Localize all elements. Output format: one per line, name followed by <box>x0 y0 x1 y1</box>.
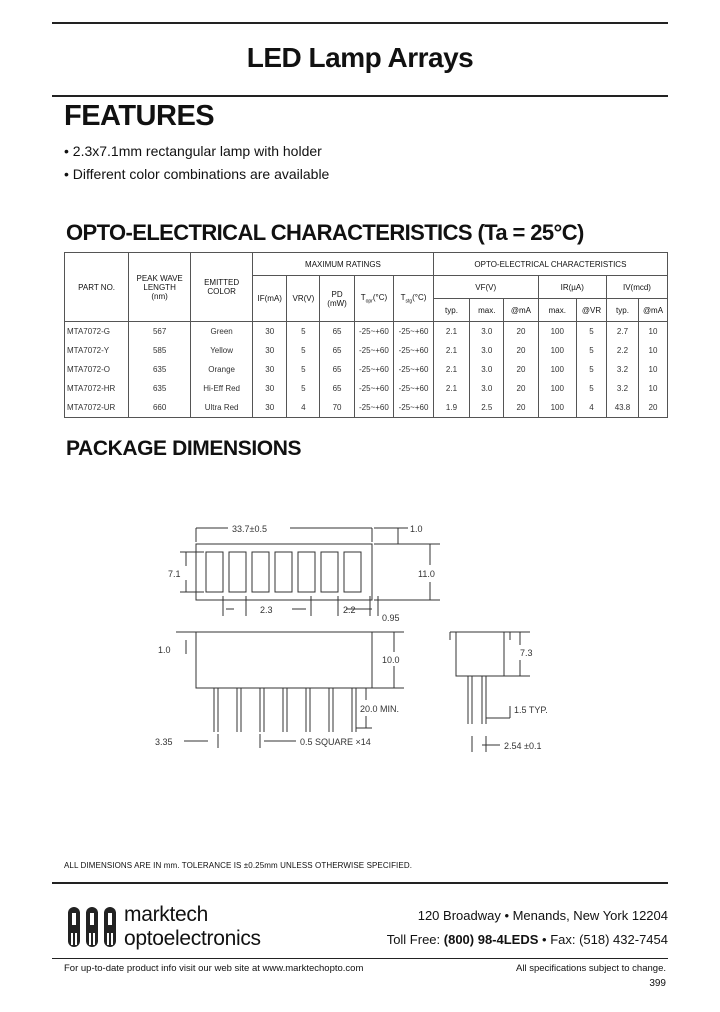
page-number: 399 <box>649 978 666 989</box>
cell-peak: 660 <box>129 398 191 418</box>
cell-if: 30 <box>253 398 287 418</box>
dim-pitch-1-label: 2.3 <box>260 605 273 615</box>
dim-height-left-label: 7.1 <box>168 569 181 579</box>
lamp-window <box>344 552 361 592</box>
cell-if: 30 <box>253 322 287 342</box>
cell-peak: 585 <box>129 341 191 360</box>
cell-vf-typ: 2.1 <box>433 379 469 398</box>
col-vr: VR(V) <box>287 276 320 322</box>
cell-vr: 4 <box>287 398 320 418</box>
cell-vf-max: 3.0 <box>470 360 504 379</box>
cell-vr: 5 <box>287 341 320 360</box>
col-if: IF(mA) <box>253 276 287 322</box>
col-emitted-color: EMITTED COLOR <box>191 253 253 322</box>
cell-vf-at: 20 <box>504 379 538 398</box>
cell-tstg: -25~+60 <box>394 322 434 342</box>
cell-iv-at: 20 <box>639 398 668 418</box>
feature-item: • 2.3x7.1mm rectangular lamp with holder <box>64 140 329 163</box>
cell-vf-at: 20 <box>504 360 538 379</box>
cell-topr: -25~+60 <box>354 360 394 379</box>
company-phone: Toll Free: (800) 98-4LEDS • Fax: (518) 432-7454 <box>386 932 668 947</box>
cell-topr: -25~+60 <box>354 398 394 418</box>
cell-if: 30 <box>253 341 287 360</box>
opto-heading: OPTO-ELECTRICAL CHARACTERISTICS (Ta = 25°C) <box>66 220 584 245</box>
cell-ir-at: 5 <box>577 360 607 379</box>
cell-color: Yellow <box>191 341 253 360</box>
group-opto: OPTO-ELECTRICAL CHARACTERISTICS <box>433 253 667 276</box>
cell-iv-typ: 2.2 <box>606 341 638 360</box>
cell-vf-at: 20 <box>504 322 538 342</box>
cell-iv-typ: 3.2 <box>606 379 638 398</box>
dim-square-label: 0.5 SQUARE ×14 <box>300 737 371 747</box>
cell-iv-typ: 43.8 <box>606 398 638 418</box>
cell-vr: 5 <box>287 379 320 398</box>
col-topr: $T_{opr}(^\circ C)$ <box>354 276 394 322</box>
col-vf-max: max. <box>470 299 504 322</box>
col-ir-max: max. <box>538 299 576 322</box>
cell-ir-at: 5 <box>577 341 607 360</box>
company-address: 120 Broadway • Menands, New York 12204 <box>417 908 668 923</box>
cell-topr: -25~+60 <box>354 379 394 398</box>
dim-side-pitch-label: 2.54 ±0.1 <box>504 741 542 751</box>
cell-peak: 635 <box>129 360 191 379</box>
lamp-window <box>206 552 223 592</box>
cell-color: Ultra Red <box>191 398 253 418</box>
brand-name: marktech <box>124 903 208 926</box>
cell-part: MTA7072-UR <box>65 398 129 418</box>
cell-ir-max: 100 <box>538 341 576 360</box>
cell-if: 30 <box>253 360 287 379</box>
cell-pd: 65 <box>320 379 354 398</box>
cell-part: MTA7072-O <box>65 360 129 379</box>
page-title: LED Lamp Arrays <box>246 42 474 73</box>
cell-ir-max: 100 <box>538 398 576 418</box>
website-note: For up-to-date product info visit our web site at www.marktechopto.com <box>64 963 364 974</box>
dimension-note: ALL DIMENSIONS ARE IN mm. TOLERANCE IS ±0.25mm UNLESS OTHERWISE SPECIFIED. <box>64 861 413 870</box>
cell-ir-max: 100 <box>538 379 576 398</box>
dim-pitch-2-label: 2.2 <box>343 605 356 615</box>
cell-iv-typ: 3.2 <box>606 360 638 379</box>
cell-vr: 5 <box>287 322 320 342</box>
col-ir-at: @VR <box>577 299 607 322</box>
col-ir: IR(µA) <box>538 276 606 299</box>
cell-iv-at: 10 <box>639 360 668 379</box>
cell-peak: 567 <box>129 322 191 342</box>
cell-vf-at: 20 <box>504 398 538 418</box>
cell-tstg: -25~+60 <box>394 398 434 418</box>
cell-vf-typ: 2.1 <box>433 322 469 342</box>
lamp-window <box>275 552 292 592</box>
cell-color: Green <box>191 322 253 342</box>
col-peak-wavelength: PEAK WAVE LENGTH (nm) <box>129 253 191 322</box>
package-heading: PACKAGE DIMENSIONS <box>66 437 302 460</box>
dim-height-right-label: 11.0 <box>418 569 435 579</box>
col-vf-typ: typ. <box>433 299 469 322</box>
bottom-rule <box>52 958 668 959</box>
dim-095-label: 0.95 <box>382 613 400 623</box>
cell-ir-at: 5 <box>577 322 607 342</box>
dim-side-height-label: 7.3 <box>520 648 533 658</box>
cell-iv-at: 10 <box>639 322 668 342</box>
cell-tstg: -25~+60 <box>394 379 434 398</box>
dim-top-label: 1.0 <box>410 524 423 534</box>
col-iv-typ: typ. <box>606 299 638 322</box>
dim-lead-label: 20.0 MIN. <box>360 704 400 714</box>
dim-width-label: 33.7±0.5 <box>232 524 267 534</box>
footer-rule <box>52 882 668 884</box>
group-max-ratings: MAXIMUM RATINGS <box>253 253 434 276</box>
cell-pd: 65 <box>320 341 354 360</box>
cell-iv-typ: 2.7 <box>606 322 638 342</box>
cell-vf-max: 3.0 <box>470 341 504 360</box>
cell-topr: -25~+60 <box>354 341 394 360</box>
lamp-window <box>321 552 338 592</box>
brand-subname: optoelectronics <box>124 927 261 950</box>
feature-item: • Different color combinations are available <box>64 163 329 186</box>
lamp-window <box>298 552 315 592</box>
side-body <box>456 632 504 676</box>
features-heading: FEATURES <box>64 100 215 132</box>
col-pd: PD (mW) <box>320 276 354 322</box>
cell-color: Orange <box>191 360 253 379</box>
cell-if: 30 <box>253 379 287 398</box>
cell-ir-max: 100 <box>538 360 576 379</box>
cell-pd: 70 <box>320 398 354 418</box>
cell-ir-at: 5 <box>577 379 607 398</box>
cell-part: MTA7072-G <box>65 322 129 342</box>
cell-part: MTA7072-HR <box>65 379 129 398</box>
lamp-window <box>229 552 246 592</box>
cell-vf-typ: 1.9 <box>433 398 469 418</box>
cell-ir-max: 100 <box>538 322 576 342</box>
cell-color: Hi-Eff Red <box>191 379 253 398</box>
cell-part: MTA7072-Y <box>65 341 129 360</box>
dim-body-left-label: 1.0 <box>158 645 171 655</box>
cell-tstg: -25~+60 <box>394 360 434 379</box>
marktech-logo-icon <box>66 903 122 951</box>
cell-peak: 635 <box>129 379 191 398</box>
col-iv-at: @mA <box>639 299 668 322</box>
spec-change-note: All specifications subject to change. <box>516 963 666 974</box>
cell-tstg: -25~+60 <box>394 341 434 360</box>
dim-side-typ-label: 1.5 TYP. <box>514 705 548 715</box>
col-vf: VF(V) <box>433 276 538 299</box>
dim-335-label: 3.35 <box>155 737 173 747</box>
body-outline <box>196 632 372 688</box>
cell-vf-max: 2.5 <box>470 398 504 418</box>
cell-iv-at: 10 <box>639 341 668 360</box>
cell-vf-typ: 2.1 <box>433 341 469 360</box>
col-iv: IV(mcd) <box>606 276 667 299</box>
cell-vr: 5 <box>287 360 320 379</box>
cell-pd: 65 <box>320 322 354 342</box>
cell-ir-at: 4 <box>577 398 607 418</box>
cell-vf-max: 3.0 <box>470 379 504 398</box>
dim-body-height-label: 10.0 <box>382 655 400 665</box>
cell-vf-typ: 2.1 <box>433 360 469 379</box>
cell-vf-at: 20 <box>504 341 538 360</box>
cell-topr: -25~+60 <box>354 322 394 342</box>
col-part-no: PART NO. <box>65 253 129 322</box>
col-vf-at: @mA <box>504 299 538 322</box>
cell-vf-max: 3.0 <box>470 322 504 342</box>
cell-pd: 65 <box>320 360 354 379</box>
cell-iv-at: 10 <box>639 379 668 398</box>
lamp-window <box>252 552 269 592</box>
col-tstg: $T_{stg}(^\circ C)$ <box>394 276 434 322</box>
